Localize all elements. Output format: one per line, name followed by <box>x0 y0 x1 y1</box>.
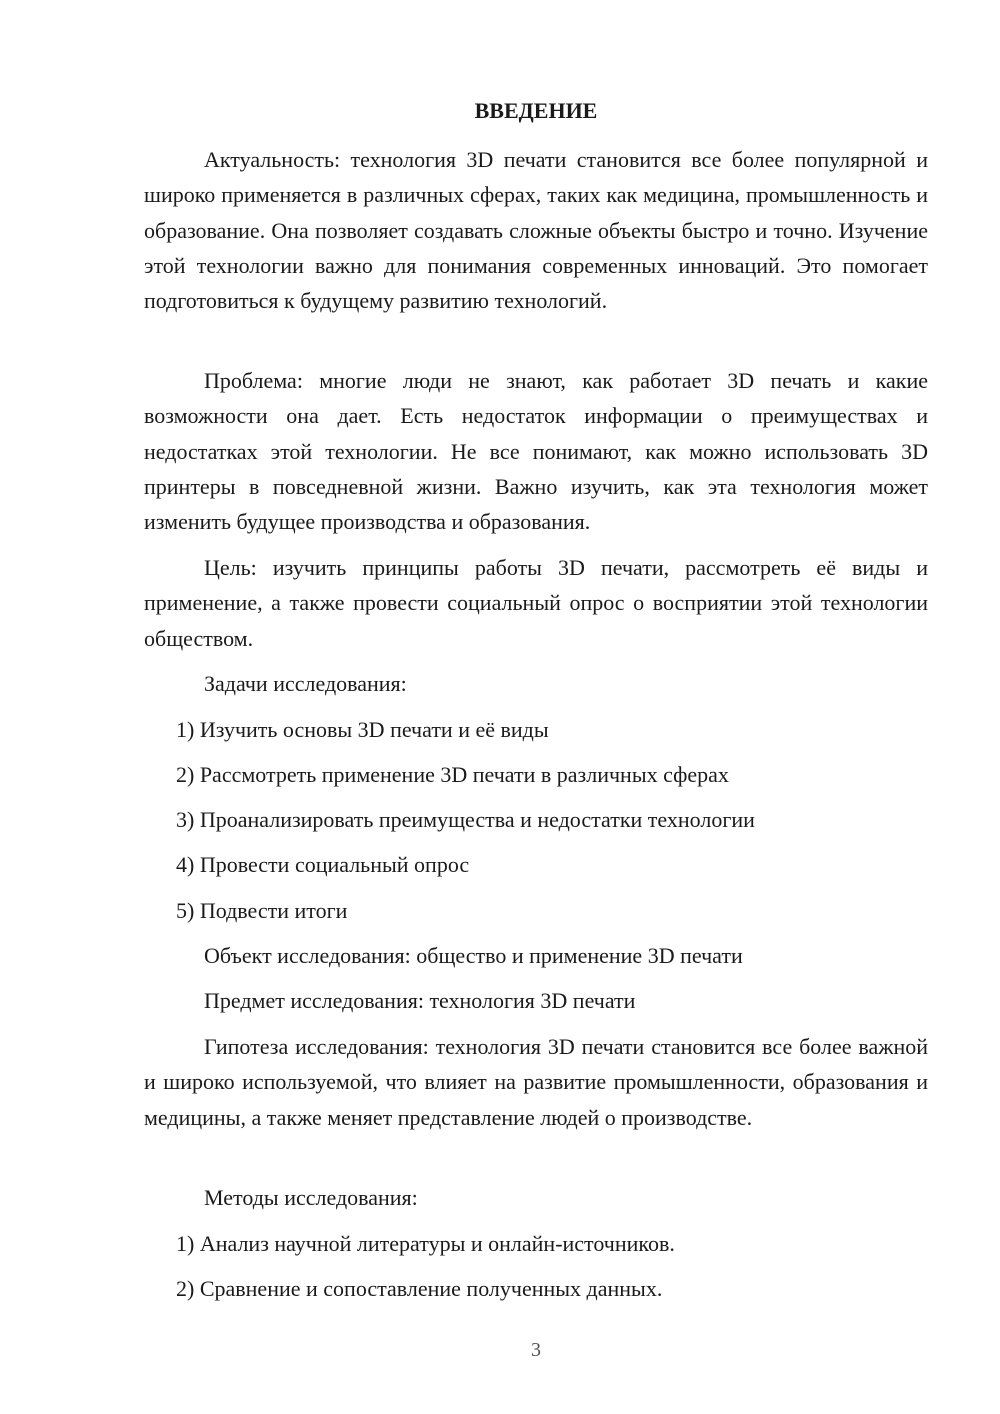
tasks-heading: Задачи исследования: <box>204 671 407 696</box>
task-item: 3) Проанализировать преимущества и недостатки технологии <box>176 807 755 832</box>
page-title: ВВЕДЕНИЕ <box>474 98 598 123</box>
hypothesis-paragraph: Гипотеза исследования: технология 3D печати становится все более важной и широко используемой, что влияет на развитие промышленности, образования и медицины, а также меняет представление людей о производстве. <box>144 1034 928 1130</box>
methods-heading: Методы исследования: <box>204 1185 418 1210</box>
research-subject: Предмет исследования: технология 3D печати <box>204 988 636 1013</box>
page-number: 3 <box>531 1339 541 1361</box>
task-item: 1) Изучить основы 3D печати и её виды <box>176 717 549 742</box>
task-item: 2) Рассмотреть применение 3D печати в различных сферах <box>176 762 729 787</box>
method-item: 2) Сравнение и сопоставление полученных данных. <box>176 1276 663 1301</box>
goal-paragraph: Цель: изучить принципы работы 3D печати, рассмотреть её виды и применение, а также провести социальный опрос о восприятии этой технологии обществом. <box>144 555 928 651</box>
problem-paragraph: Проблема: многие люди не знают, как работает 3D печать и какие возможности она дает. Есть недостаток информации о преимуществах и недостатках этой технологии. Не все понимают, как можно использовать 3D принтеры в повседневной жизни. Важно изучить, как эта технология может изменить будущее производства и образования. <box>144 368 928 535</box>
task-item: 5) Подвести итоги <box>176 898 348 923</box>
task-item: 4) Провести социальный опрос <box>176 852 470 877</box>
method-item: 1) Анализ научной литературы и онлайн-источников. <box>176 1231 675 1256</box>
research-object: Объект исследования: общество и применение 3D печати <box>204 943 743 968</box>
relevance-paragraph: Актуальность: технология 3D печати становится все более популярной и широко применяется в различных сферах, таких как медицина, промышленность и образование. Она позволяет создавать сложные объекты быстро и точно. Изучение этой технологии важно для понимания современных инноваций. Это помогает подготовиться к будущему развитию технологий. <box>144 147 928 314</box>
